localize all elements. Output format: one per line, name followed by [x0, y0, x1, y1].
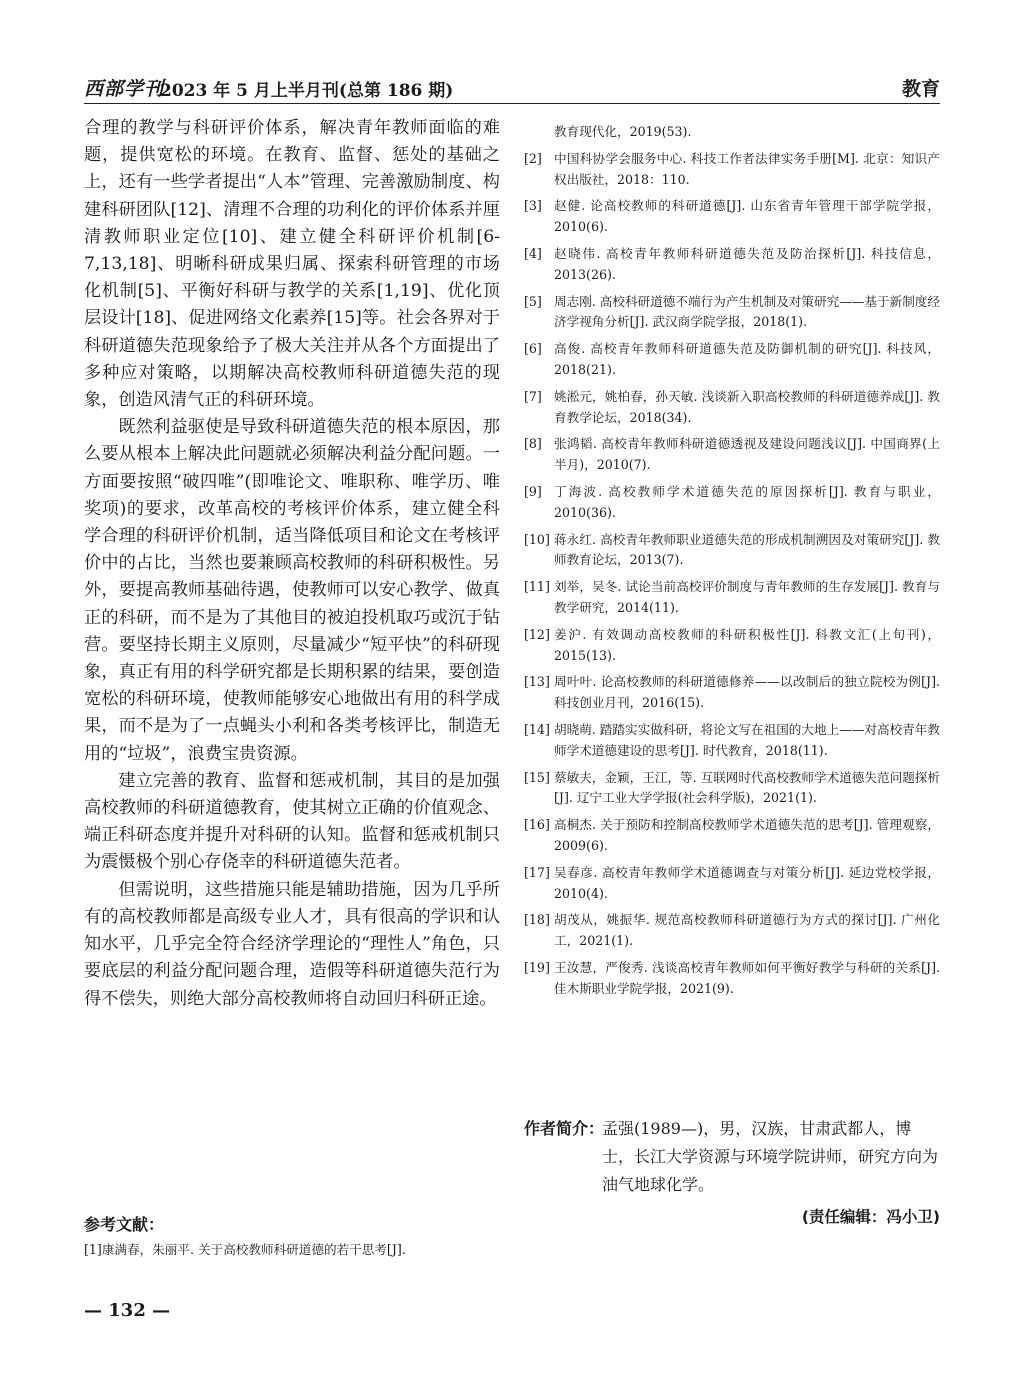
page-number: — 132 — — [84, 1300, 171, 1321]
reference-text: 姜沪. 有效调动高校教师的科研积极性[J]. 科教文汇(上旬刊)，2015(13). — [554, 626, 940, 663]
reference-item: [1]康满春，朱丽平. 关于高校教师科研道德的若干思考[J]. — [84, 1242, 406, 1257]
body-paragraph: 建立完善的教育、监督和惩戒机制，其目的是加强高校教师的科研道德教育，使其树立正确的价值观念、端正科研态度并提升对科研的认知。监督和惩戒机制只为震慑极个别心存侥幸的科研道德失范者。 — [84, 770, 500, 873]
reference-text: 张鸿韬. 高校青年教师科研道德透视及建设问题浅议[J]. 中国商界(上半月)，2010(7). — [554, 436, 940, 473]
reference-text: 周叶叶. 论高校教师的科研道德修养——以改制后的独立院校为例[J]. 科技创业月刊，2016(15). — [554, 674, 940, 711]
reference-text: 高桐杰. 关于预防和控制高校教师学术道德失范的思考[J]. 管理观察，2009(6). — [554, 817, 940, 853]
reference-item — [524, 339, 940, 381]
reference-number: [12] — [524, 626, 550, 642]
reference-item — [524, 196, 940, 238]
reference-item — [524, 672, 940, 714]
journal-logo: 西部学刊 — [84, 78, 165, 100]
reference-item — [524, 434, 940, 476]
body-paragraph: 但需说明，这些措施只能是辅助措施，因为几乎所有的高校教师都是高级专业人才，具有很高的学识和认知水平，几乎完全符合经济学理论的“理性人”角色，只要底层的利益分配问题合理，造假等科研道德失范行为得不偿失，则绝大部分高校教师将自动回归科研正途。 — [84, 879, 500, 1009]
body-paragraph: 合理的教学与科研评价体系，解决青年教师面临的难题，提供宽松的环境。在教育、监督、惩处的基础之上，还有一些学者提出“人本”管理、完善激励制度、构建科研团队[12]、清理不合理的功利化的评价体系并厘清教师职业定位[10]、建立健全科研评价机制[6-7,13,18]、明晰科研成果归属、探索科研管理的市场化机制[5]、平衡好科研与教学的关系[1,19]、优化顶层设计[18]、促进网络文化素养[15]等。社会各界对于科研道德失范现象给予了极大关注并从各个方面提出了多种应对策略，以期解决高校教师科研道德失范的现象，创造风清气正的科研环境。 — [84, 118, 500, 411]
reference-item — [524, 720, 940, 762]
page-header — [84, 74, 940, 100]
reference-number: [13] — [524, 674, 550, 690]
reference-item — [524, 244, 940, 286]
reference-number: [8] — [524, 436, 542, 452]
reference-item — [524, 815, 940, 857]
reference-number: [4] — [524, 245, 542, 261]
reference-item — [524, 149, 940, 191]
reference-number: [3] — [524, 198, 542, 214]
reference-text: 王汝慧，严俊秀. 浅谈高校青年教师如何平衡好教学与科研的关系[J]. 佳木斯职业学院学报，2021(9). — [554, 959, 940, 996]
reference-item — [524, 577, 940, 619]
reference-item — [524, 768, 940, 810]
reference-text: 刘举，吴冬. 试论当前高校评价制度与青年教师的生存发展[J]. 教育与教学研究，2014(11). — [554, 579, 940, 615]
reference-text: 赵健. 论高校教师的科研道德[J]. 山东省青年管理干部学院学报，2010(6). — [554, 198, 940, 235]
reference-text: 吴春彦. 高校青年教师学术道德调查与对策分析[J]. 延边党校学报，2010(4). — [554, 864, 940, 901]
reference-text: 蒋永红. 高校青年教师职业道德失范的形成机制溯因及对策研究[J]. 教师教育论坛，2013(7). — [554, 531, 940, 568]
reference-number: [5] — [524, 293, 542, 309]
right-column — [524, 122, 940, 1005]
reference-number: [15] — [524, 769, 550, 785]
reference-item — [524, 530, 940, 572]
body-paragraph: 既然利益驱使是导致科研道德失范的根本原因，那么要从根本上解决此问题就必须解决利益分配问题。一方面要按照“破四唯”(即唯论文、唯职称、唯学历、唯奖项)的要求，改革高校的考核评价体系，建立健全科学合理的科研评价机制，适当降低项目和论文在考核评价中的占比，当然也要兼顾高校教师的科研积极性。另外，要提高教师基础待遇，使教师可以安心教学、做真正的科研，而不是为了其他目的被迫投机取巧或沉于钻营。要坚持长期主义原则，尽量减少“短平快”的科研现象，真正有用的科学研究都是长期积累的结果，要创造宽松的科研环境，使教师能够安心地做出有用的科学成果，而不是为了一点蝇头小利和各类考核评比，制造无用的“垃圾”，浪费宝贵资源。 — [84, 417, 500, 764]
header-rule — [84, 103, 940, 104]
reference-number: [9] — [524, 483, 542, 499]
reference-item — [524, 482, 940, 524]
reference-number: [7] — [524, 388, 542, 404]
author-text: 孟强(1989—)，男，汉族，甘肃武都人，博士，长江大学资源与环境学院讲师，研究方向为油气地球化学。 — [602, 1119, 939, 1194]
reference-text: 姚淞元，姚柏春，孙天敏. 浅谈新入职高校教师的科研道德养成[J]. 教育教学论坛，2018(34). — [554, 388, 940, 425]
reference-number: [19] — [524, 959, 550, 975]
reference-item — [524, 863, 940, 905]
issue-info: 2023 年 5 月上半月刊(总第 186 期) — [160, 81, 454, 101]
reference-text: 胡晓萌. 踏踏实实做科研，将论文写在祖国的大地上——对高校青年教师学术道德建设的思考[J]. 时代教育，2018(11). — [554, 721, 940, 758]
reference-item — [524, 292, 940, 334]
reference-text: 中国科协学会服务中心. 科技工作者法律实务手册[M]. 北京：知识产权出版社，2018：110. — [554, 150, 940, 187]
reference-item — [524, 958, 940, 1000]
reference-item — [524, 625, 940, 667]
left-column — [84, 115, 500, 1013]
reference-number: [11] — [524, 579, 550, 595]
reference-item — [524, 387, 940, 429]
reference-number: [2] — [524, 150, 542, 166]
reference-number: [10] — [524, 531, 550, 547]
author-label: 作者简介： — [524, 1119, 605, 1138]
reference-item — [524, 910, 940, 952]
reference-text: 周志刚. 高校科研道德不端行为产生机制及对策研究——基于新制度经济学视角分析[J]. 武汉商学院学报，2018(1). — [554, 293, 940, 330]
author-bio — [524, 1115, 940, 1199]
reference-list — [524, 149, 940, 1000]
responsible-editor: (责任编辑：冯小卫) — [801, 1208, 940, 1226]
reference-text: 蔡敏夫，金颖，王江，等. 互联网时代高校教师学术道德失范问题探析[J]. 辽宁工业大学学报(社会科学版)，2021(1). — [554, 769, 940, 806]
reference-text: 赵晓伟. 高校青年教师科研道德失范及防治探析[J]. 科技信息，2013(26). — [554, 245, 940, 282]
reference-text: 丁海波. 高校教师学术道德失范的原因探析[J]. 教育与职业，2010(36). — [554, 483, 940, 520]
reference-number: [18] — [524, 912, 550, 928]
reference-number: [16] — [524, 817, 550, 833]
reference-number: [14] — [524, 721, 550, 737]
reference-number: [6] — [524, 341, 542, 357]
references-heading: 参考文献： — [84, 1215, 165, 1234]
reference-text: 胡茂从，姚振华. 规范高校教师科研道德行为方式的探讨[J]. 广州化工，2021(1). — [554, 912, 940, 949]
section-title: 教育 — [901, 78, 940, 100]
reference-continuation: 教育现代化，2019(53). — [554, 124, 692, 139]
reference-text: 高俊. 高校青年教师科研道德失范及防御机制的研究[J]. 科技风，2018(21). — [554, 341, 940, 377]
reference-number: [17] — [524, 864, 550, 880]
